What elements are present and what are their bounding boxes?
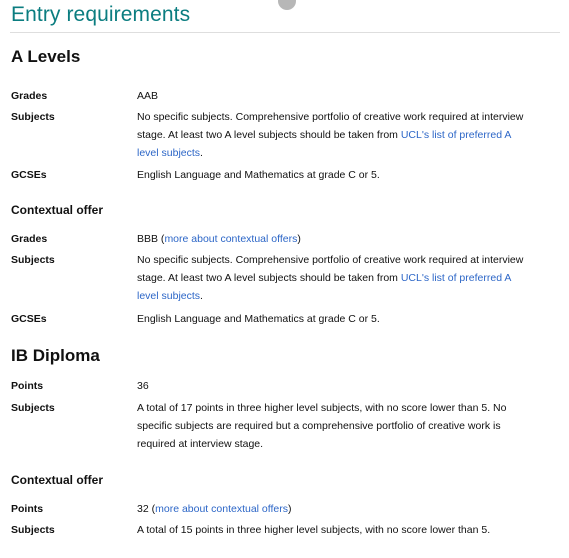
ib-contextual-close-paren: ) [288,503,292,515]
a-levels-grades-row [0,87,569,105]
ib-points-row [0,377,569,395]
contextual-grades-text: BBB [137,233,159,245]
a-levels-contextual-subjects-value [137,251,529,305]
a-levels-contextual-grades-value [137,230,529,248]
a-levels-grades-label: Grades [11,90,48,102]
partial-circle-icon [278,0,296,10]
a-levels-gcses-value: English Language and Mathematics at grade C or 5. [137,169,380,181]
a-levels-subjects-row [0,108,569,162]
a-levels-grades-value: AAB [137,90,159,102]
ib-contextual-subjects-label: Subjects [11,524,55,536]
ib-points-label: Points [11,380,44,392]
a-levels-contextual-grades-row [0,230,569,248]
ib-diploma-heading: IB Diploma [11,346,100,365]
ib-subjects-value: A total of 17 points in three higher level subjects, with no score lower than 5. No specific subjects are required but a comprehensive portfolio of creative work is required at interview stage. [137,402,507,450]
a-levels-contextual-heading: Contextual offer [11,203,104,217]
contextual-preferred-a-level-subjects-link[interactable]: UCL's list of preferred A level subjects [137,272,511,302]
a-levels-subjects-text: No specific subjects. Comprehensive portfolio of creative work required at interview stage. At least two A level subjects should be taken from [137,111,524,141]
contextual-grades-close-paren: ) [297,233,301,245]
contextual-grades-open-paren: ( [158,233,165,245]
ib-subjects-row [0,399,569,453]
a-levels-contextual-subjects-row [0,251,569,305]
title-divider [10,32,560,33]
a-levels-contextual-gcses-row [0,310,569,328]
ib-contextual-points-label: Points [11,503,44,515]
a-levels-contextual-gcses-label: GCSEs [11,313,47,325]
ib-points-value: 36 [137,380,149,392]
a-levels-subjects-label: Subjects [11,111,55,123]
ib-more-about-contextual-offers-link[interactable]: more about contextual offers [155,503,288,515]
a-levels-subjects-value [137,108,529,162]
contextual-subjects-text: No specific subjects. Comprehensive portfolio of creative work required at interview stage. At least two A level subjects should be taken from [137,254,524,284]
preferred-a-level-subjects-link[interactable]: UCL's list of preferred A level subjects [137,129,511,159]
ib-contextual-subjects-value: A total of 15 points in three higher level subjects, with no score lower than 5. [137,524,491,536]
ib-contextual-points-value [137,500,529,518]
a-levels-contextual-subjects-label: Subjects [11,254,55,266]
a-levels-contextual-grades-label: Grades [11,233,48,245]
contextual-subjects-punctuation: . [200,290,203,302]
a-levels-contextual-gcses-value: English Language and Mathematics at grade C or 5. [137,313,380,325]
a-levels-gcses-row [0,166,569,184]
a-levels-gcses-label: GCSEs [11,169,47,181]
page-title: Entry requirements [11,3,191,26]
ib-contextual-open-paren: ( [148,503,156,515]
more-about-contextual-offers-link[interactable]: more about contextual offers [164,233,298,245]
a-levels-subjects-punctuation: . [200,147,203,159]
ib-subjects-label: Subjects [11,402,55,414]
ib-contextual-points-row [0,500,569,518]
ib-contextual-points-text: 32 [137,503,149,515]
a-levels-heading: A Levels [11,47,81,66]
ib-contextual-heading: Contextual offer [11,473,104,487]
ib-contextual-subjects-row [0,521,569,539]
